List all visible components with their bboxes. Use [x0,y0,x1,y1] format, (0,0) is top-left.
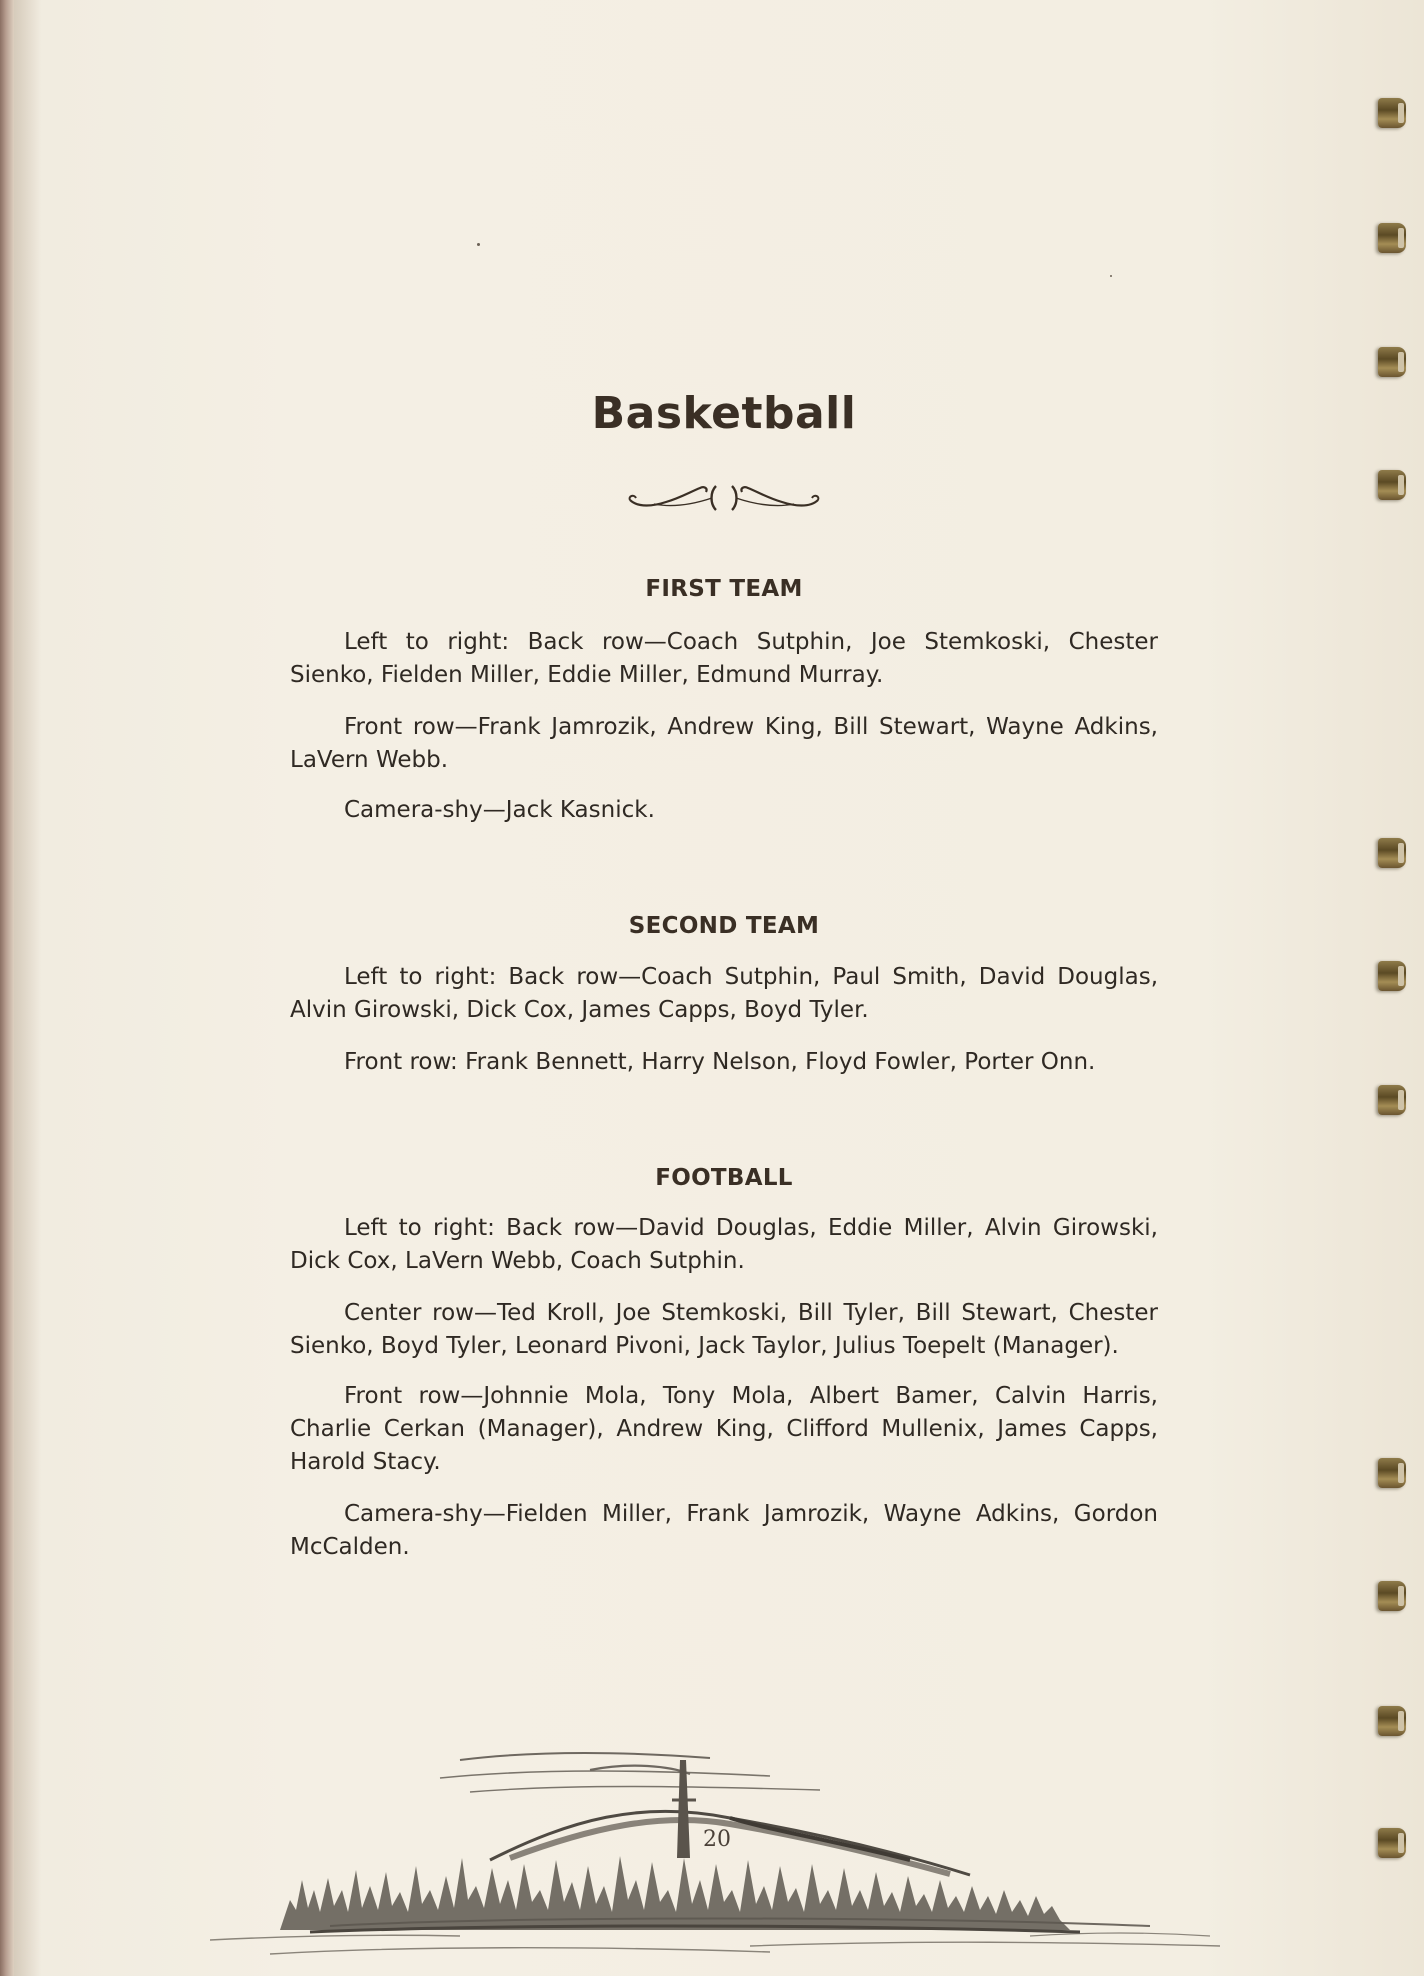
paper-speck [477,243,480,246]
landscape-sketch-illustration [210,1740,1230,1970]
page-left-edge [0,0,14,1976]
spiral-binding-ring-icon [1378,470,1406,500]
page-number: 20 [703,1827,731,1852]
first-team-back-row: Left to right: Back row—Coach Sutphin, Joe Stemkoski, Chester Sienko, Fielden Miller, Eddie Miller, Edmund Murray. [290,629,1158,688]
section-heading-football: FOOTBALL [655,1165,793,1191]
first-team-camera-shy: Camera-shy—Jack Kasnick. [344,797,655,823]
football-center-row: Center row—Ted Kroll, Joe Stemkoski, Bill Tyler, Bill Stewart, Chester Sienko, Boyd Tyler, Leonard Pivoni, Jack Taylor, Julius Toepelt (Manager). [290,1300,1158,1359]
spiral-binding-ring-icon [1378,1706,1406,1736]
spiral-binding-ring-icon [1378,223,1406,253]
spiral-binding-ring-icon [1378,347,1406,377]
spiral-binding-ring-icon [1378,838,1406,868]
spiral-binding-ring-icon [1378,1581,1406,1611]
spiral-binding-ring-icon [1378,1085,1406,1115]
football-back-row: Left to right: Back row—David Douglas, Eddie Miller, Alvin Girowski, Dick Cox, LaVern Webb, Coach Sutphin. [290,1215,1158,1274]
second-team-back-row: Left to right: Back row—Coach Sutphin, Paul Smith, David Douglas, Alvin Girowski, Dick Cox, James Capps, Boyd Tyler. [290,964,1158,1023]
section-heading-first-team: FIRST TEAM [645,576,803,602]
football-camera-shy: Camera-shy—Fielden Miller, Frank Jamrozik, Wayne Adkins, Gordon McCalden. [290,1501,1158,1560]
scroll-ornament-icon [624,478,824,518]
page-title: Basketball [591,388,857,439]
spiral-binding-ring-icon [1378,1458,1406,1488]
section-heading-second-team: SECOND TEAM [628,913,820,939]
spiral-binding-ring-icon [1378,98,1406,128]
first-team-front-row: Front row—Frank Jamrozik, Andrew King, Bill Stewart, Wayne Adkins, LaVern Webb. [290,714,1158,773]
spiral-binding-ring-icon [1378,961,1406,991]
paper-speck [1110,275,1112,277]
football-front-row: Front row—Johnnie Mola, Tony Mola, Albert Bamer, Calvin Harris, Charlie Cerkan (Manager), Andrew King, Clifford Mullenix, James Capps, Harold Stacy. [290,1383,1158,1475]
spine-shadow [14,0,42,1976]
second-team-front-row: Front row: Frank Bennett, Harry Nelson, Floyd Fowler, Porter Onn. [344,1049,1096,1075]
